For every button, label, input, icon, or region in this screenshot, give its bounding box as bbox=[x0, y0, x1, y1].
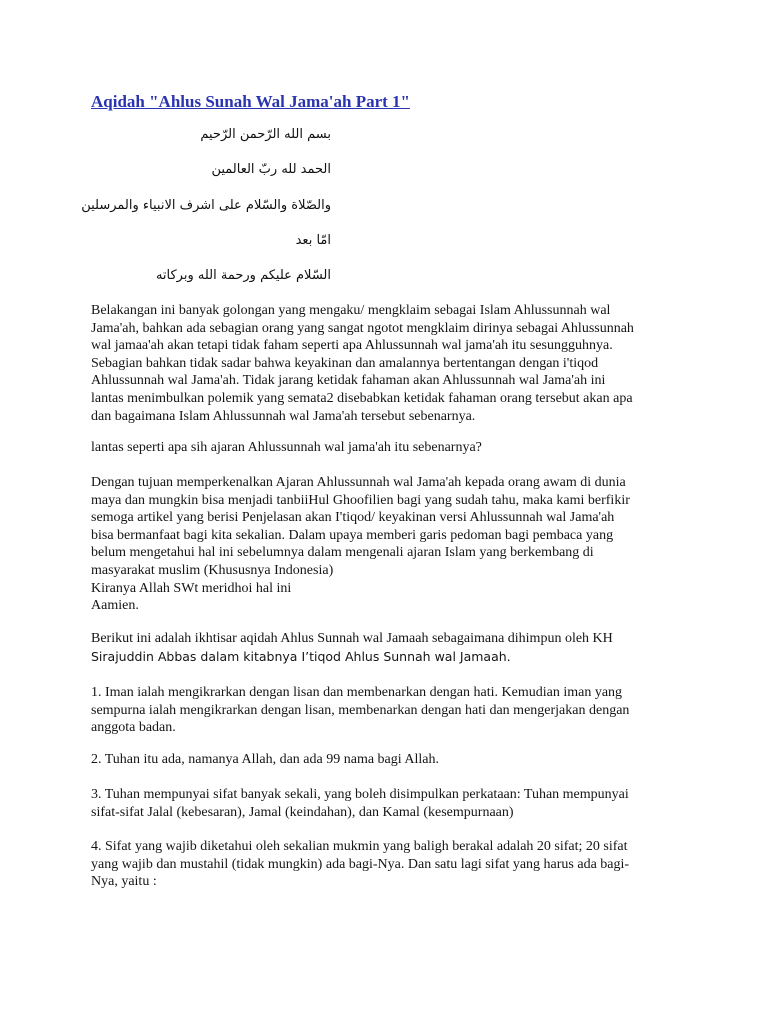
point-line: 4. Sifat yang wajib diketahui oleh sekalian mukmin yang baligh berakal adalah 20 sifat; 20 sifat bbox=[91, 839, 628, 854]
point-4 bbox=[91, 838, 681, 891]
purpose-line: Aamien. bbox=[91, 598, 139, 614]
summary-intro-paragraph bbox=[91, 630, 681, 665]
purpose-line: semoga artikel yang berisi Penjelasan akan I'tiqod/ keyakinan versi Ahlussunnah wal Jama'ah bbox=[91, 510, 615, 526]
purpose-paragraph bbox=[91, 474, 681, 615]
arabic-salam: السّلام عليكم ورحمة الله وبركاته bbox=[155, 268, 331, 283]
point-2 bbox=[91, 751, 681, 769]
point-1 bbox=[91, 684, 681, 737]
point-line: yang wajib dan mustahil (tidak mungkin) ada bagi-Nya. Dan satu lagi sifat yang harus ada bagi- bbox=[91, 856, 630, 872]
question-line: lantas seperti apa sih ajaran Ahlussunnah wal jama'ah itu sebenarnya? bbox=[91, 440, 482, 455]
point-line: 1. Iman ialah mengikrarkan dengan lisan dan membenarkan dengan hati. Kemudian iman yang bbox=[91, 685, 623, 700]
arabic-amma-badu: امّا بعد bbox=[295, 233, 331, 248]
point-3 bbox=[91, 786, 681, 821]
intro-line: dan bagaimana Islam Ahlussunnah wal Jama'ah tersebut sebenarnya. bbox=[91, 408, 476, 424]
article-title[interactable]: Aqidah "Ahlus Sunah Wal Jama'ah Part 1" bbox=[91, 92, 410, 111]
intro-line: Jama'ah, bahkan ada sebagian orang yang sangat ngotot mengklaim dirinya sebagai Ahlussunnah bbox=[91, 320, 634, 336]
question-paragraph bbox=[91, 439, 681, 457]
arabic-hamdalah: الحمد لله ربّ العالمين bbox=[211, 162, 331, 177]
point-line: Nya, yaitu : bbox=[91, 874, 157, 890]
point-line: sempurna ialah mengikrarkan dengan lisan, membenarkan dengan hati dan mengerjakan dengan bbox=[91, 702, 630, 718]
intro-line: wal jamaa'ah akan tetapi tidak faham seperti apa Ahlussunnah wal jama'ah itu sesungguhnya. bbox=[91, 338, 613, 354]
point-line: 2. Tuhan itu ada, namanya Allah, dan ada 99 nama bagi Allah. bbox=[91, 752, 439, 767]
purpose-line: Dengan tujuan memperkenalkan Ajaran Ahlussunnah wal Jama'ah kepada orang awam di dunia bbox=[91, 475, 626, 490]
summary-intro-line: Berikut ini adalah ikhtisar aqidah Ahlus Sunnah wal Jamaah sebagaimana dihimpun oleh KH bbox=[91, 631, 613, 646]
intro-line: Belakangan ini banyak golongan yang mengaku/ mengklaim sebagai Islam Ahlussunnah wal bbox=[91, 303, 611, 318]
purpose-line: Kiranya Allah SWt meridhoi hal ini bbox=[91, 580, 292, 596]
intro-line: Ahlussunnah wal Jama'ah. Tidak jarang ketidak fahaman akan Ahlussunnah wal Jama'ah ini bbox=[91, 373, 606, 389]
purpose-line: masyarakat muslim (Khususnya Indonesia) bbox=[91, 562, 334, 578]
intro-line: lantas menimbulkan polemik yang semata2 disebabkan ketidak fahaman orang tersebut akan apa bbox=[91, 390, 633, 406]
arabic-shalawat: والصّلاة والسّلام على اشرف الانبياء والمرسلين bbox=[81, 198, 331, 213]
point-line: sifat-sifat Jalal (kebesaran), Jamal (keindahan), dan Kamal (kesempurnaan) bbox=[91, 804, 514, 820]
point-line: 3. Tuhan mempunyai sifat banyak sekali, yang boleh disimpulkan perkataan: Tuhan mempunyai bbox=[91, 787, 629, 802]
point-line: anggota badan. bbox=[91, 720, 176, 736]
intro-paragraph bbox=[91, 302, 681, 425]
purpose-line: belum mengetahui hal ini sebelumnya dalam mengenali ajaran Islam yang berkembang di bbox=[91, 545, 594, 561]
purpose-line: maya dan mungkin bisa menjadi tanbiiHul Ghoofilien bagi yang sudah tahu, maka kami berfikir bbox=[91, 492, 630, 508]
summary-intro-line: Sirajuddin Abbas dalam kitabnya I’tiqod Ahlus Sunnah wal Jamaah. bbox=[91, 648, 511, 664]
purpose-line: bisa bermanfaat bagi kita sekalian. Dalam upaya memberi garis pedoman bagi pembaca yang bbox=[91, 527, 614, 543]
arabic-basmalah: بسم الله الرّحمن الرّحيم bbox=[200, 127, 331, 142]
intro-line: Sebagian bahkan tidak sadar bahwa keyakinan dan amalannya bertentangan dengan i'tiqod bbox=[91, 355, 599, 371]
